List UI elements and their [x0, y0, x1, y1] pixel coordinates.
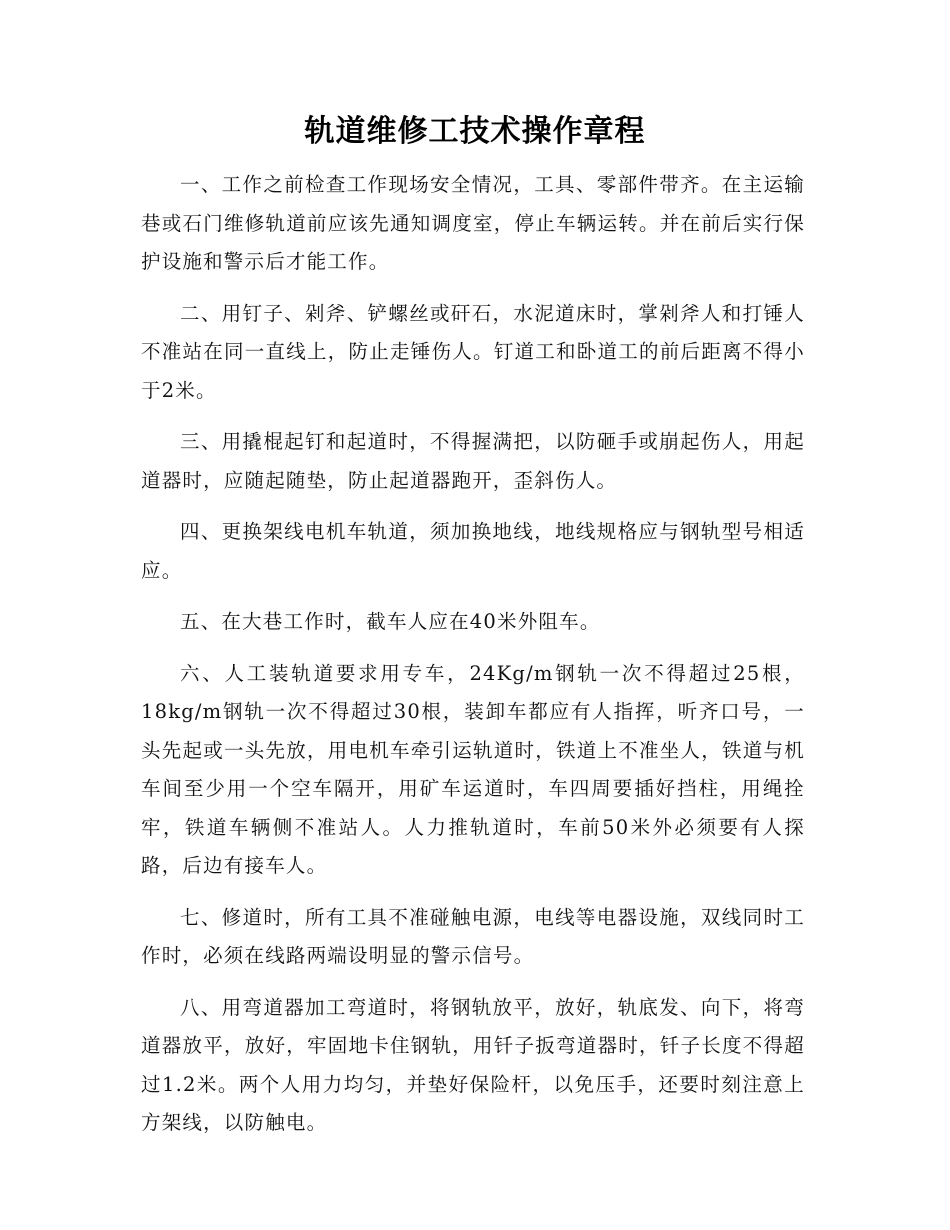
paragraph-4: 四、更换架线电机车轨道，须加换地线，地线规格应与钢轨型号相适应。	[141, 520, 805, 582]
paragraph-2: 二、用钉子、剁斧、铲螺丝或矸石，水泥道床时，掌剁斧人和打锤人不准站在同一直线上，防止走锤伤人。钉道工和卧道工的前后距离不得小于2米。	[141, 301, 805, 402]
paragraph-3: 三、用撬棍起钉和起道时，不得握满把，以防砸手或崩起伤人，用起道器时，应随起随垫，防止起道器跑开，歪斜伤人。	[141, 430, 805, 492]
paragraph-8: 八、用弯道器加工弯道时，将钢轨放平，放好，轨底发、向下，将弯道器放平，放好，牢固地卡住钢轨，用钎子扳弯道器时，钎子长度不得超过1.2米。两个人用力均匀，并垫好保险杆，以免压手，还要时刻注意上方架线，以防触电。	[141, 995, 805, 1134]
document-title: 轨道维修工技术操作章程	[304, 114, 646, 149]
paragraph-5: 五、在大巷工作时，截车人应在40米外阻车。	[180, 610, 601, 633]
paragraph-7: 七、修道时，所有工具不准碰触电源，电线等电器设施，双线同时工作时，必须在线路两端设明显的警示信号。	[141, 905, 805, 967]
document-body	[141, 166, 805, 1156]
paragraph-6: 六、人工装轨道要求用专车，24Kg/m钢轨一次不得超过25根，18kg/m钢轨一次不得超过30根，装卸车都应有人指挥，听齐口号，一头先起或一头先放，用电机车牵引运轨道时，铁道上不准坐人，铁道与机车间至少用一个空车隔开，用矿车运道时，车四周要插好挡柱，用绳拴牢，铁道车辆侧不准站人。人力推轨道时，车前50米外必须要有人探路，后边有接车人。	[141, 661, 805, 877]
paragraph-1: 一、工作之前检查工作现场安全情况，工具、零部件带齐。在主运输巷或石门维修轨道前应该先通知调度室，停止车辆运转。并在前后实行保护设施和警示后才能工作。	[141, 173, 805, 273]
